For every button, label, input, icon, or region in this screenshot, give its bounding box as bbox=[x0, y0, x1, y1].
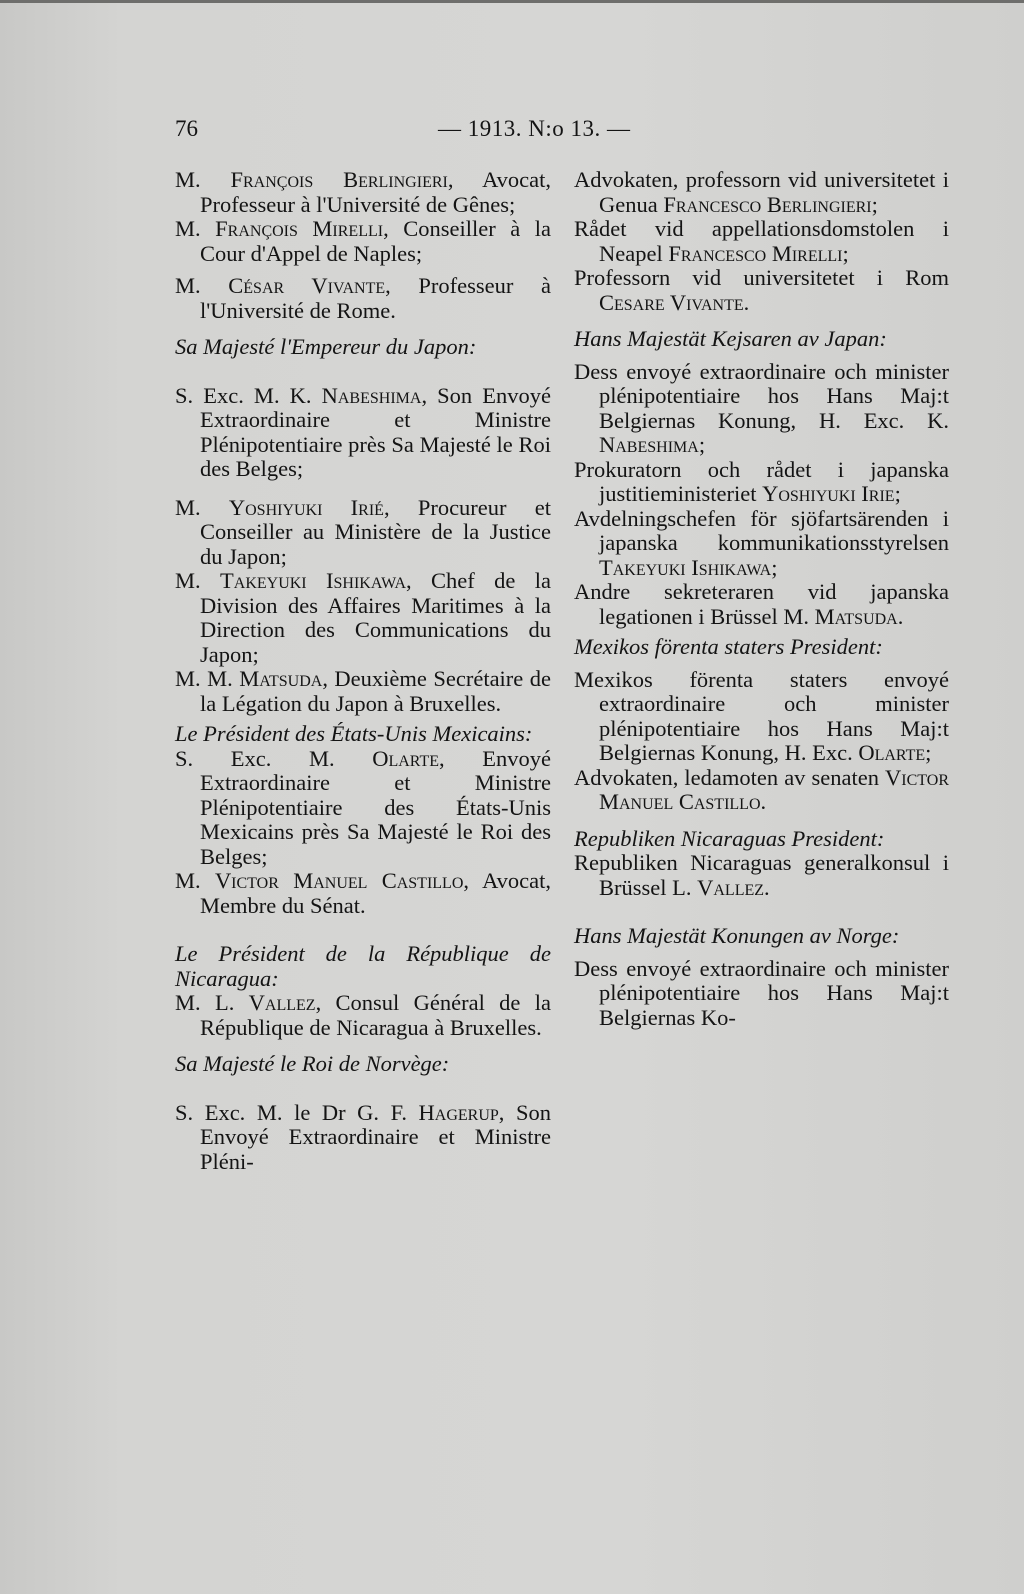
scan-edge bbox=[0, 0, 1024, 3]
section-heading-nicaragua: Le Président de la République de Nicaragua: bbox=[175, 941, 551, 991]
delegate-name: Victor Manuel Castillo bbox=[214, 868, 464, 893]
delegate-name: Hagerup bbox=[418, 1099, 499, 1125]
delegate-entry: M. François Mirelli, Conseiller à la Cour d'Appel de Naples; bbox=[175, 216, 551, 266]
delegate-entry: M. Takeyuki Ishikawa, Chef de la Division des Affaires Maritimes à la Direction des Communications du Japon; bbox=[175, 568, 551, 667]
delegate-name: Olarte bbox=[858, 740, 926, 765]
swedish-column bbox=[574, 168, 949, 1030]
delegate-entry: Avdelningschefen för sjöfartsärenden i japanska kommunikationsstyrelsen Takeyuki Ishikawa; bbox=[574, 505, 949, 580]
delegate-entry: Dess envoyé extraordinaire och minister plénipotentiaire hos Hans Maj:t Belgiernas Konung, H. Exc. K. Nabeshima; bbox=[574, 358, 949, 457]
delegate-entry: M. César Vivante, Professeur à l'Université de Rome. bbox=[175, 273, 551, 323]
delegate-name: Takeyuki Ishikawa bbox=[220, 568, 407, 593]
delegate-name: François Mirelli bbox=[215, 216, 384, 241]
delegate-name: Francesco Berlingieri bbox=[663, 191, 872, 217]
delegate-name: Francesco Mirelli bbox=[668, 240, 843, 266]
delegate-entry: Republiken Nicaraguas generalkonsul i Brüssel L. Vallez. bbox=[574, 850, 949, 900]
delegate-name: François Berlingieri bbox=[230, 167, 448, 192]
delegate-entry: S. Exc. M. le Dr G. F. Hagerup, Son Envoyé Extraordinaire et Ministre Pléni- bbox=[175, 1099, 551, 1174]
delegate-name: Nabeshima bbox=[599, 432, 699, 457]
delegate-entry: M. L. Vallez, Consul Général de la République de Nicaragua à Bruxelles. bbox=[175, 990, 551, 1040]
delegate-name: Matsuda bbox=[814, 603, 898, 629]
delegate-name: César Vivante bbox=[228, 273, 386, 298]
delegate-name: Matsuda bbox=[239, 666, 323, 691]
delegate-entry: Rådet vid appellationsdomstolen i Neapel Francesco Mirelli; bbox=[574, 216, 949, 266]
section-heading-mexique: Le Président des États-Unis Mexicains: bbox=[175, 721, 533, 746]
delegate-name: Yoshiyuki Irie bbox=[762, 481, 895, 506]
delegate-name: Cesare Vivante bbox=[599, 289, 744, 315]
running-title: — 1913. N:o 13. — bbox=[438, 116, 631, 141]
delegate-entry: Prokuratorn och rådet i japanska justitieministeriet Yoshiyuki Irie; bbox=[574, 456, 949, 506]
delegate-name: Takeyuki Ishikawa bbox=[599, 554, 772, 580]
french-column bbox=[175, 168, 551, 1174]
delegate-entry: Advokaten, ledamoten av senaten Victor Manuel Castillo. bbox=[574, 764, 949, 814]
section-heading-mexikos: Mexikos förenta staters President: bbox=[574, 634, 883, 659]
section-heading-norge: Hans Majestät Konungen av Norge: bbox=[574, 923, 900, 948]
delegate-entry: Advokaten, professorn vid universitetet i Genua Francesco Berlingieri; bbox=[574, 167, 949, 217]
delegate-entry: Mexikos förenta staters envoyé extraordinaire och minister plénipotentiaire hos Hans Maj:t Belgiernas Konung, H. Exc. Olarte; bbox=[574, 666, 949, 765]
delegate-entry: Dess envoyé extraordinaire och minister plénipotentiaire hos Hans Maj:t Belgiernas Ko- bbox=[574, 955, 949, 1030]
delegate-name: Yoshiyuki Irié bbox=[228, 494, 384, 520]
page-number: 76 bbox=[175, 116, 198, 141]
section-heading-japon: Sa Majesté l'Empereur du Japon: bbox=[175, 334, 477, 359]
delegate-name: Victor Manuel Castillo bbox=[599, 764, 949, 814]
page-header bbox=[0, 116, 1024, 146]
delegate-entry: M. Victor Manuel Castillo, Avocat, Membre du Sénat. bbox=[175, 868, 552, 918]
delegate-entry: M. Yoshiyuki Irié, Procureur et Conseiller au Ministère de la Justice du Japon; bbox=[175, 494, 551, 569]
section-heading-nicaraguas: Republiken Nicaraguas President: bbox=[574, 825, 885, 851]
delegate-name: Nabeshima bbox=[321, 382, 422, 408]
section-heading-japan: Hans Majestät Kejsaren av Japan: bbox=[574, 326, 887, 351]
delegate-name: Olarte bbox=[372, 745, 440, 771]
delegate-name: Vallez bbox=[248, 990, 316, 1015]
delegate-name: Vallez bbox=[697, 874, 765, 900]
section-heading-norvege: Sa Majesté le Roi de Norvège: bbox=[175, 1051, 450, 1076]
delegate-entry: Professorn vid universitetet i Rom Cesare Vivante. bbox=[574, 265, 949, 315]
delegate-entry: M. François Berlingieri, Avocat, Professeur à l'Université de Gênes; bbox=[175, 167, 551, 217]
delegate-entry: S. Exc. M. K. Nabeshima, Son Envoyé Extraordinaire et Ministre Plénipotentiaire près Sa Majesté le Roi des Belges; bbox=[175, 382, 551, 481]
delegate-entry: S. Exc. M. Olarte, Envoyé Extraordinaire et Ministre Plénipotentiaire des États-Unis Mexicains près Sa Majesté le Roi des Belges; bbox=[175, 745, 552, 869]
delegate-entry: M. M. Matsuda, Deuxième Secrétaire de la Légation du Japon à Bruxelles. bbox=[175, 666, 551, 716]
delegate-entry: Andre sekreteraren vid japanska legationen i Brüssel M. Matsuda. bbox=[574, 579, 949, 629]
